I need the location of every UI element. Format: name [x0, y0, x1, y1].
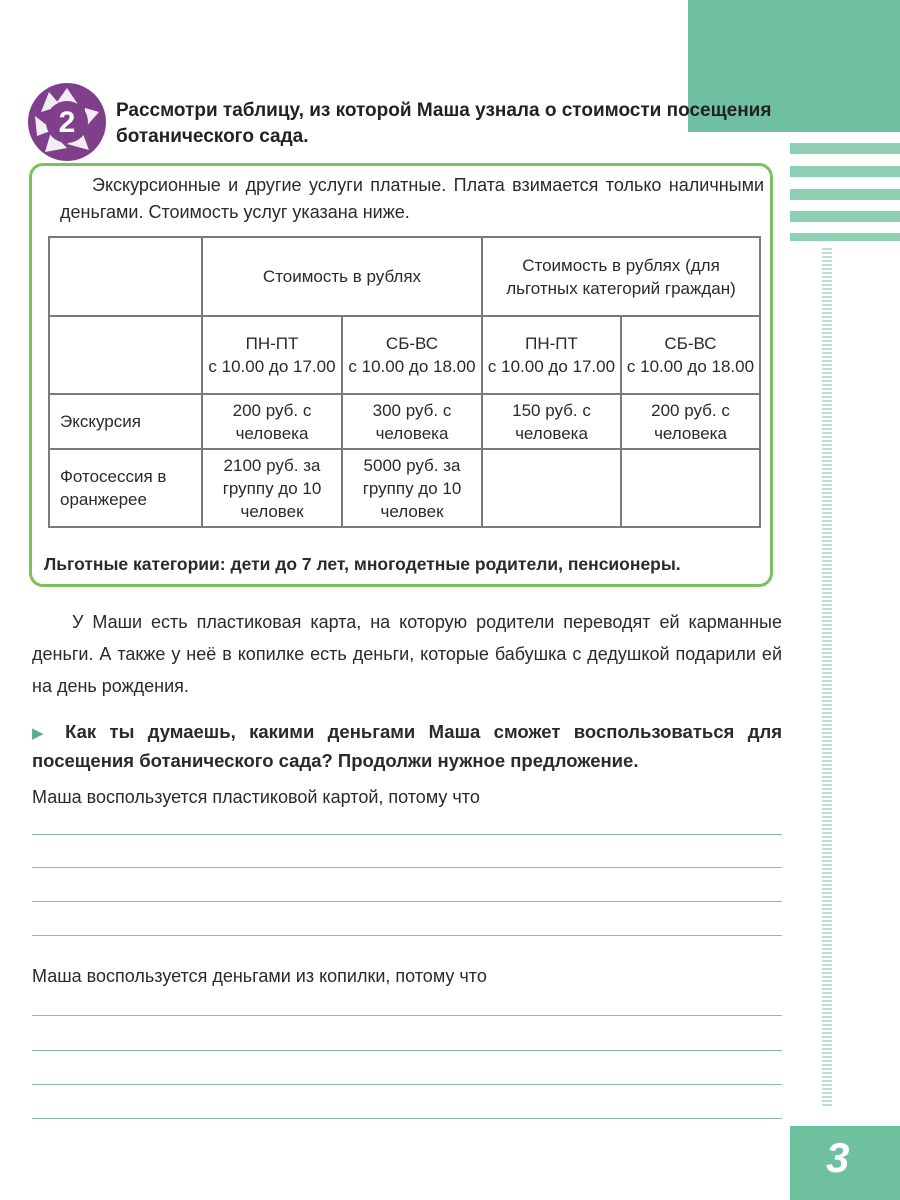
schedule-cell [482, 316, 621, 394]
task-number: 2 [58, 106, 76, 139]
decor-stripe [790, 143, 900, 154]
header-benefit: Стоимость в рублях (для льготных категорий граждан) [482, 237, 760, 316]
page-number: 3 [826, 1134, 850, 1181]
answer-line[interactable] [32, 1084, 782, 1085]
price-cell [621, 449, 760, 527]
table-row [49, 394, 760, 449]
schedule-cell [202, 316, 342, 394]
card-prompt: Маша воспользуется пластиковой картой, потому что [32, 787, 480, 807]
price-cell: 200 руб. с человека [621, 394, 760, 449]
story-paragraph: У Маши есть пластиковая карта, на которую родители переводят ей карманные деньги. А также у неё в копилке есть деньги, которые бабушка с дедушкой подарили ей на день рождения. [32, 612, 782, 696]
benefit-note: Льготные категории: дети до 7 лет, многодетные родители, пенсионеры. [44, 554, 681, 574]
decor-stripe [790, 189, 900, 200]
price-cell: 300 руб. с человека [342, 394, 482, 449]
day-label: ПН-ПТ [525, 334, 578, 353]
day-label: СБ-ВС [664, 334, 717, 353]
price-cell: 5000 руб. за группу до 10 человек [342, 449, 482, 527]
piggy-prompt: Маша воспользуется деньгами из копилки, потому что [32, 966, 487, 986]
table-row [49, 237, 760, 316]
time-label: с 10.00 до 17.00 [487, 357, 616, 376]
question [32, 718, 782, 774]
decor-stripe [790, 166, 900, 177]
table-row [49, 316, 760, 394]
price-cell: 200 руб. с человека [202, 394, 342, 449]
schedule-cell [342, 316, 482, 394]
table-cell-empty [49, 237, 202, 316]
answer-line[interactable] [32, 867, 782, 868]
answer-line[interactable] [32, 834, 782, 835]
triangle-bullet-icon: ▶ [32, 725, 52, 742]
answer-line[interactable] [32, 1118, 782, 1119]
time-label: с 10.00 до 17.00 [208, 357, 336, 376]
price-cell: 2100 руб. за группу до 10 человек [202, 449, 342, 527]
time-label: с 10.00 до 18.00 [626, 357, 755, 376]
day-label: СБ-ВС [385, 334, 439, 353]
task-title: Рассмотри таблицу, из которой Маша узнала о стоимости посещения ботанического сада. [116, 100, 772, 147]
task-number-badge [27, 82, 107, 162]
decor-stripe [790, 211, 900, 222]
answer-line[interactable] [32, 901, 782, 902]
row-label: Экскурсия [49, 394, 202, 449]
row-label: Фотосессия в оранжерее [49, 449, 202, 527]
answer-line[interactable] [32, 1050, 782, 1051]
intro-text: Экскурсионные и другие услуги платные. Плата взимается только наличными деньгами. Стоимость услуг указана ниже. [60, 175, 764, 222]
question-text: Как ты думаешь, какими деньгами Маша сможет воспользоваться для посещения ботанического сада? Продолжи нужное предложение. [32, 721, 782, 771]
day-label: ПН-ПТ [245, 334, 299, 353]
table-cell-empty [49, 316, 202, 394]
price-cell [482, 449, 621, 527]
decor-stripe [790, 233, 900, 241]
answer-line[interactable] [32, 1015, 782, 1016]
price-table [48, 236, 761, 528]
header-regular: Стоимость в рублях [202, 237, 482, 316]
price-cell: 150 руб. с человека [482, 394, 621, 449]
table-row [49, 449, 760, 527]
decor-dotted-line [822, 248, 832, 1108]
time-label: с 10.00 до 18.00 [348, 357, 476, 376]
answer-line[interactable] [32, 935, 782, 936]
schedule-cell [621, 316, 760, 394]
